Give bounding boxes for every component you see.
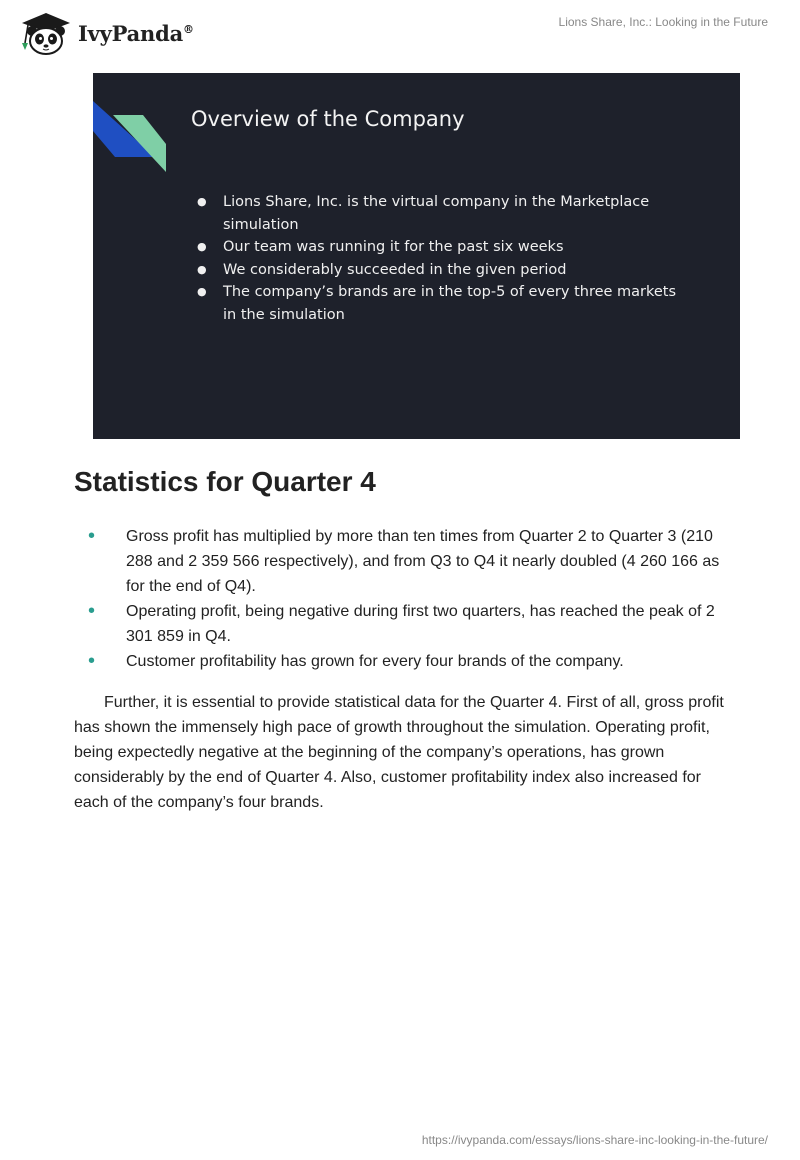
slide-bullet: ● We considerably succeeded in the given period bbox=[197, 259, 677, 282]
slide-bullet: ● Our team was running it for the past six weeks bbox=[197, 236, 677, 259]
slide-accent-ribbon-icon bbox=[93, 73, 173, 183]
presentation-slide-image bbox=[93, 73, 740, 439]
statistics-bullet-list bbox=[74, 524, 724, 674]
panda-mascot-icon bbox=[16, 10, 74, 56]
slide-title: Overview of the Company bbox=[191, 107, 465, 131]
logo-text: IvyPanda bbox=[78, 20, 184, 46]
slide-bullet-list bbox=[197, 191, 677, 326]
statistics-bullet: • Customer profitability has grown for every four brands of the company. bbox=[74, 649, 724, 674]
slide-bullet: ● The company’s brands are in the top-5 of every three markets in the simulation bbox=[197, 281, 677, 326]
registered-mark: ® bbox=[183, 22, 194, 36]
section-heading: Statistics for Quarter 4 bbox=[74, 466, 376, 497]
document-title: Lions Share, Inc.: Looking in the Future bbox=[558, 15, 768, 29]
logo-wordmark bbox=[78, 21, 194, 46]
site-logo[interactable] bbox=[16, 10, 194, 56]
statistics-bullet: • Gross profit has multiplied by more than ten times from Quarter 2 to Quarter 3 (210 288 and 2 359 566 respectively), and from Q3 to Q4 it nearly doubled (4 260 166 as for the end of Q4). bbox=[74, 524, 724, 599]
body-paragraph: Further, it is essential to provide statistical data for the Quarter 4. First of all, gross profit has shown the immensely high pace of growth throughout the simulation. Operating profit, being expectedly negative at the beginning of the company’s operations, has grown considerably by the end of Quarter 4. Also, customer profitability index also increased for each of the company’s four brands. bbox=[74, 694, 724, 811]
source-url[interactable]: https://ivypanda.com/essays/lions-share-inc-looking-in-the-future/ bbox=[421, 1133, 768, 1147]
statistics-bullet: • Operating profit, being negative during first two quarters, has reached the peak of 2 301 859 in Q4. bbox=[74, 599, 724, 649]
slide-bullet: ● Lions Share, Inc. is the virtual company in the Marketplace simulation bbox=[197, 191, 677, 236]
